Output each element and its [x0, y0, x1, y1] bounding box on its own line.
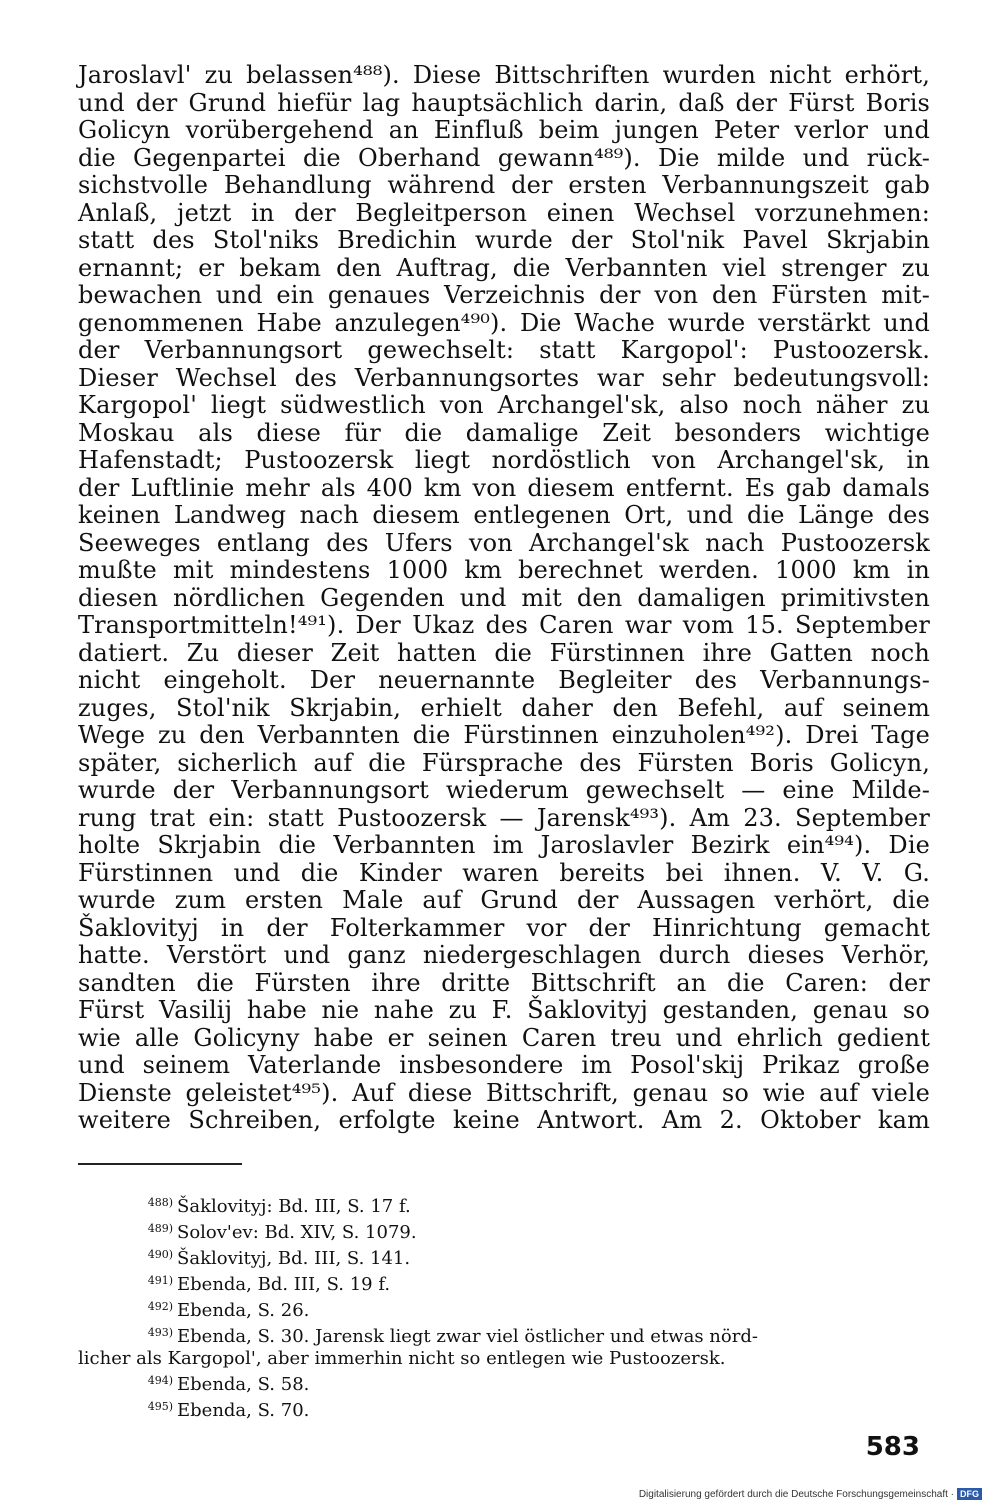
body-line: genommenen Habe anzulegen⁴⁹⁰). Die Wache wurde verstärkt und: [78, 308, 930, 337]
credit-text: Digitalisierung gefördert durch die Deutsche Forschungsgemeinschaft ·: [638, 1488, 954, 1500]
body-line: Dieser Wechsel des Verbannungsortes war sehr bedeutungsvoll:: [78, 363, 930, 392]
footnote-continuation: licher als Kargopol', aber immerhin nicht so entlegen wie Pustoozersk.: [78, 1348, 726, 1369]
body-line: ernannt; er bekam den Auftrag, die Verbannten viel strenger zu: [78, 253, 930, 282]
footnote-text: Ebenda, S. 58.: [177, 1374, 310, 1395]
body-line: sichstvolle Behandlung während der ersten Verbannungszeit gab: [78, 171, 930, 199]
body-line: wurde der Verbannungsort wiederum gewechselt — eine Milde-: [78, 776, 930, 804]
footnote: [78, 1322, 930, 1348]
body-line: statt des Stol'niks Bredichin wurde der Stol'nik Pavel Skrjabin: [78, 226, 930, 254]
footnote: [78, 1296, 930, 1322]
footnote-text: Šaklovityj: Bd. III, S. 17 f.: [177, 1196, 411, 1217]
body-line: Moskau als diese für die damalige Zeit besonders wichtige: [78, 418, 930, 447]
body-line: Golicyn vorübergehend an Einfluß beim jungen Peter verlor und: [78, 116, 930, 144]
body-line: hatte. Verstört und ganz niedergeschlagen durch dieses Verhör,: [78, 941, 930, 969]
body-line: keinen Landweg nach diesem entlegenen Ort, und die Länge des: [78, 501, 930, 529]
footnote-number: 495): [147, 1400, 173, 1413]
body-line: bewachen und ein genaues Verzeichnis der von den Fürsten mit-: [78, 281, 930, 309]
body-line: der Verbannungsort gewechselt: statt Kargopol': Pustoozersk.: [78, 336, 930, 364]
body-line: Hafenstadt; Pustoozersk liegt nordöstlich von Archangel'sk, in: [78, 446, 930, 474]
body-line: sandten die Fürsten ihre dritte Bittschrift an die Caren: der: [78, 968, 930, 997]
body-line: weitere Schreiben, erfolgte keine Antwort. Am 2. Oktober kam: [78, 1106, 930, 1134]
footnote: [78, 1192, 930, 1218]
body-line: Anlaß, jetzt in der Begleitperson einen Wechsel vorzunehmen:: [78, 198, 930, 227]
footnote-number: 494): [147, 1374, 173, 1387]
body-line: Transportmitteln!⁴⁹¹). Der Ukaz des Caren war vom 15. September: [78, 611, 930, 639]
body-line: mußte mit mindestens 1000 km berechnet werden. 1000 km in: [78, 556, 930, 584]
body-line: rung trat ein: statt Pustoozersk — Jarensk⁴⁹³). Am 23. September: [78, 803, 930, 832]
footnotes: [78, 1192, 930, 1422]
footnote-number: 489): [147, 1222, 173, 1235]
footnote: [78, 1370, 930, 1396]
footnote: [78, 1270, 930, 1296]
footnote-number: 492): [147, 1300, 173, 1313]
footnote: [78, 1218, 930, 1244]
body-line: datiert. Zu dieser Zeit hatten die Fürstinnen ihre Gatten noch: [78, 638, 930, 667]
body-line: und seinem Vaterlande insbesondere im Posol'skij Prikaz große: [78, 1051, 930, 1079]
body-line: der Luftlinie mehr als 400 km von diesem entfernt. Es gab damals: [78, 473, 930, 502]
body-line: Seeweges entlang des Ufers von Archangel'sk nach Pustoozersk: [78, 528, 930, 557]
body-line: Kargopol' liegt südwestlich von Archangel'sk, also noch näher zu: [78, 391, 930, 419]
body-line: wie alle Golicyny habe er seinen Caren treu und ehrlich gedient: [78, 1023, 930, 1052]
footnote-text: Ebenda, S. 70.: [177, 1400, 310, 1421]
body-line: später, sicherlich auf die Fürsprache des Fürsten Boris Golicyn,: [78, 748, 930, 777]
body-line: Šaklovityj in der Folterkammer vor der Hinrichtung gemacht: [78, 913, 930, 942]
body-line: Dienste geleistet⁴⁹⁵). Auf diese Bittschrift, genau so wie auf viele: [78, 1078, 930, 1107]
footnote-text: Solov'ev: Bd. XIV, S. 1079.: [177, 1222, 417, 1243]
footnote-text: Ebenda, S. 30. Jarensk liegt zwar viel östlicher und etwas nörd-: [177, 1326, 758, 1347]
body-line: zuges, Stol'nik Skrjabin, erhielt daher den Befehl, auf seinem: [78, 693, 930, 722]
body-line: holte Skrjabin die Verbannten im Jaroslavler Bezirk ein⁴⁹⁴). Die: [78, 831, 930, 859]
footnote-number: 490): [147, 1248, 173, 1261]
body-line: die Gegenpartei die Oberhand gewann⁴⁸⁹). Die milde und rück-: [78, 143, 930, 172]
body-line: Wege zu den Verbannten die Fürstinnen einzuholen⁴⁹²). Drei Tage: [78, 721, 930, 749]
footnote: [78, 1244, 930, 1270]
page-number: 583: [865, 1432, 920, 1462]
footnote-text: Šaklovityj, Bd. III, S. 141.: [177, 1248, 411, 1269]
body-line: Fürstinnen und die Kinder waren bereits bei ihnen. V. V. G.: [78, 858, 930, 887]
body-line: diesen nördlichen Gegenden und mit den damaligen primitivsten: [78, 583, 930, 612]
body-line: wurde zum ersten Male auf Grund der Aussagen verhört, die: [78, 886, 930, 914]
footnote-divider: [78, 1163, 242, 1165]
body-line: und der Grund hiefür lag hauptsächlich darin, daß der Fürst Boris: [78, 88, 930, 117]
body-line: nicht eingeholt. Der neuernannte Begleiter des Verbannungs-: [78, 666, 930, 694]
dfg-logo-icon: DFG: [957, 1488, 982, 1500]
body-line: Jaroslavl' zu belassen⁴⁸⁸). Diese Bittschriften wurden nicht erhört,: [78, 61, 930, 89]
body-line: Fürst Vasilij habe nie nahe zu F. Šaklovityj gestanden, genau so: [78, 996, 930, 1024]
digitization-credit: [639, 1488, 982, 1500]
footnote-number: 488): [147, 1196, 173, 1209]
footnote-number: 491): [147, 1274, 173, 1287]
body-text: [78, 62, 930, 1135]
footnote: [78, 1396, 930, 1422]
footnote-text: Ebenda, S. 26.: [177, 1300, 310, 1321]
footnote-number: 493): [147, 1326, 173, 1339]
footnote-text: Ebenda, Bd. III, S. 19 f.: [177, 1274, 391, 1295]
